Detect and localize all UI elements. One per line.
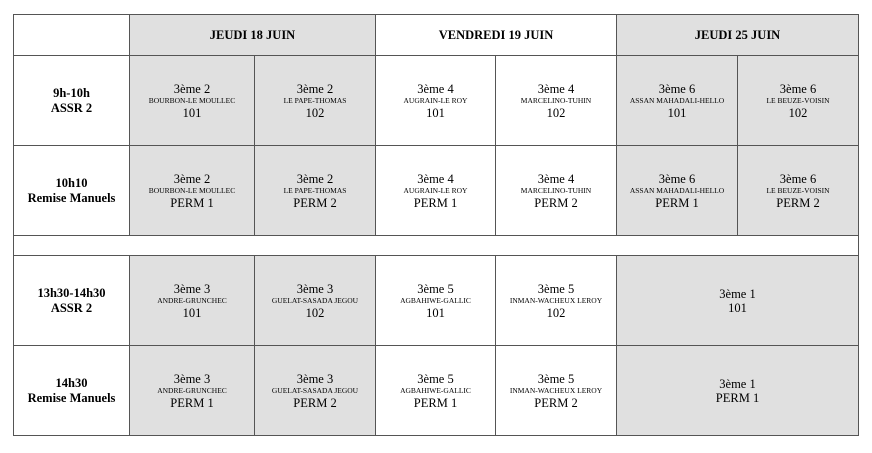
class-name: 3ème 4	[417, 171, 454, 186]
class-name: 3ème 1	[719, 286, 756, 301]
class-cell	[617, 56, 738, 146]
class-cell	[376, 346, 496, 436]
room-label: PERM 1	[715, 390, 760, 405]
teacher-names: ASSAN MAHADALI-HELLO	[629, 95, 725, 105]
class-name: 3ème 3	[173, 281, 211, 296]
teacher-names: AUGRAIN-LE ROY	[403, 95, 468, 105]
class-name: 3ème 1	[719, 376, 756, 391]
table-row	[14, 56, 859, 146]
activity-label: Remise Manuels	[27, 190, 116, 205]
room-label: PERM 1	[413, 395, 458, 410]
activity-label: Remise Manuels	[27, 390, 116, 405]
teacher-names: ANDRE-GRUNCHEC	[157, 385, 227, 395]
class-cell	[376, 256, 496, 346]
table-row	[14, 256, 859, 346]
room-label: 101	[667, 105, 687, 120]
time-label: 10h10	[55, 175, 88, 190]
day-header: JEUDI 18 JUIN	[130, 15, 376, 56]
teacher-names: AUGRAIN-LE ROY	[403, 185, 468, 195]
teacher-names: BOURBON-LE MOULLEC	[148, 185, 236, 195]
class-cell	[130, 346, 255, 436]
class-cell	[496, 346, 617, 436]
teacher-names: AGBAHIWE-GALLIC	[400, 385, 471, 395]
room-label: 101	[182, 105, 202, 120]
class-name: 3ème 6	[658, 171, 696, 186]
room-label: PERM 2	[534, 395, 578, 410]
class-name: 3ème 4	[537, 171, 575, 186]
room-label: PERM 2	[776, 195, 820, 210]
teacher-names: INMAN-WACHEUX LEROY	[509, 295, 603, 305]
class-name: 3ème 4	[537, 81, 575, 96]
class-cell	[617, 146, 738, 236]
teacher-names: GUELAT-SASADA JEGOU	[271, 385, 359, 395]
class-cell	[130, 146, 255, 236]
class-cell	[496, 256, 617, 346]
room-label: 102	[305, 305, 325, 320]
room-label: 102	[305, 105, 325, 120]
teacher-names: MARCELINO-TUHIN	[520, 185, 592, 195]
class-cell	[255, 56, 376, 146]
teacher-names: AGBAHIWE-GALLIC	[400, 295, 471, 305]
spacer-cell	[14, 236, 859, 256]
room-label: PERM 2	[293, 195, 337, 210]
day-header: VENDREDI 19 JUIN	[376, 15, 617, 56]
teacher-names: LE PAPE-THOMAS	[283, 185, 347, 195]
class-cell	[738, 146, 859, 236]
time-label: 13h30-14h30	[37, 285, 106, 300]
teacher-names: ASSAN MAHADALI-HELLO	[629, 185, 725, 195]
room-label: 101	[426, 105, 445, 120]
room-label: PERM 2	[534, 195, 578, 210]
class-cell	[130, 256, 255, 346]
class-cell	[617, 256, 859, 346]
time-label: 9h-10h	[53, 85, 90, 100]
header-row	[14, 15, 859, 56]
teacher-names: INMAN-WACHEUX LEROY	[509, 385, 603, 395]
class-name: 3ème 3	[296, 281, 334, 296]
class-name: 3ème 5	[537, 281, 575, 296]
teacher-names: BOURBON-LE MOULLEC	[148, 95, 236, 105]
room-label: PERM 1	[170, 395, 214, 410]
class-cell	[617, 346, 859, 436]
room-label: 101	[728, 300, 747, 315]
class-name: 3ème 3	[296, 371, 334, 386]
class-name: 3ème 6	[779, 171, 817, 186]
class-cell	[255, 146, 376, 236]
class-cell	[376, 56, 496, 146]
table-row	[14, 346, 859, 436]
class-cell	[738, 56, 859, 146]
class-cell	[496, 56, 617, 146]
room-label: 102	[546, 105, 566, 120]
class-name: 3ème 5	[417, 371, 454, 386]
teacher-names: LE PAPE-THOMAS	[283, 95, 347, 105]
room-label: 102	[546, 305, 566, 320]
teacher-names: ANDRE-GRUNCHEC	[157, 295, 227, 305]
teacher-names: GUELAT-SASADA JEGOU	[271, 295, 359, 305]
room-label: PERM 1	[170, 195, 214, 210]
activity-label: ASSR 2	[50, 300, 93, 315]
time-slot-cell	[14, 146, 130, 236]
time-label: 14h30	[55, 375, 88, 390]
spacer-row	[14, 236, 859, 256]
class-name: 3ème 6	[779, 81, 817, 96]
class-name: 3ème 5	[537, 371, 575, 386]
class-cell	[496, 146, 617, 236]
teacher-names: MARCELINO-TUHIN	[520, 95, 592, 105]
class-name: 3ème 2	[173, 171, 211, 186]
class-name: 3ème 2	[296, 171, 334, 186]
class-name: 3ème 6	[658, 81, 696, 96]
class-name: 3ème 5	[417, 281, 454, 296]
class-name: 3ème 2	[296, 81, 334, 96]
room-label: 101	[182, 305, 202, 320]
class-name: 3ème 4	[417, 81, 454, 96]
teacher-names: LE BEUZE-VOISIN	[766, 185, 830, 195]
time-slot-cell	[14, 346, 130, 436]
day-header: JEUDI 25 JUIN	[617, 15, 859, 56]
table-row	[14, 146, 859, 236]
class-cell	[255, 256, 376, 346]
room-label: 101	[426, 305, 445, 320]
class-cell	[255, 346, 376, 436]
room-label: PERM 1	[413, 195, 458, 210]
room-label: PERM 1	[655, 195, 699, 210]
activity-label: ASSR 2	[50, 100, 93, 115]
schedule-table	[13, 14, 859, 436]
room-label: PERM 2	[293, 395, 337, 410]
class-cell	[130, 56, 255, 146]
corner-cell	[14, 15, 130, 56]
room-label: 102	[788, 105, 808, 120]
class-cell	[376, 146, 496, 236]
time-slot-cell	[14, 56, 130, 146]
class-name: 3ème 3	[173, 371, 211, 386]
teacher-names: LE BEUZE-VOISIN	[766, 95, 830, 105]
class-name: 3ème 2	[173, 81, 211, 96]
time-slot-cell	[14, 256, 130, 346]
